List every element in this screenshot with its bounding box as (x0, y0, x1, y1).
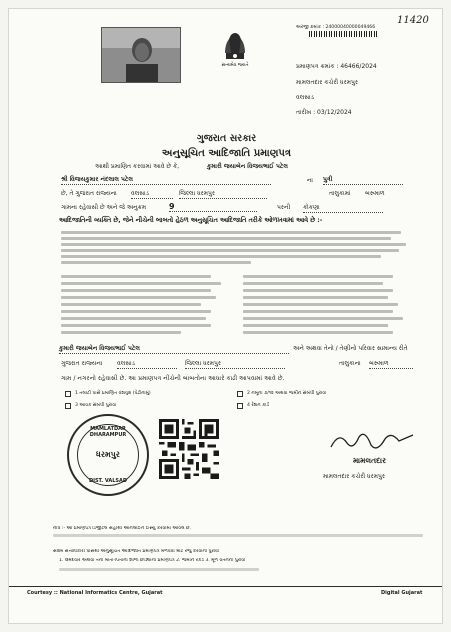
footer-points: 1. ઉમેદવાર અથવા તેના માતા-પિતાના શાળા છોડ્યાના પ્રમાણપત્ર 2. જમીન રેકર્ડ 3. મૂળ વતનના પુરાવા (59, 558, 246, 563)
tribe-label: પરની (277, 204, 291, 211)
certificate-number: પ્રમાણપત્ર ક્રમાંક : 46466/2024 (296, 63, 377, 70)
official-seal (67, 414, 149, 496)
checkbox-2 (237, 391, 243, 397)
barcode-icon (309, 31, 379, 37)
checkbox-3 (65, 403, 71, 409)
footer-divider (9, 586, 442, 587)
serial-prefix: ગામના રહેવાસી છે અને જે અનુક્રમ (61, 204, 147, 211)
relation-value: પુત્રી (323, 176, 403, 185)
residence-village: બરુમાળ (369, 360, 413, 369)
residence-district: વલસાડ (117, 360, 177, 369)
checklist-item-2: 2 નમૂના ૭/૧૨ અથવા જમીન સંબંધી પુરાવા (247, 391, 327, 396)
signature-scribble (327, 427, 417, 455)
applicant-photo (101, 27, 181, 83)
signatory-office: મામલતદાર કચેરી ધરમપુર (323, 473, 385, 480)
issuing-taluka: વલસાડ (296, 94, 314, 101)
note-continuation-line (53, 534, 423, 537)
footer-continuation-line (59, 568, 259, 571)
issuing-office: મામલતદાર કચેરી ધરમપુર (296, 79, 358, 86)
certificate-page (8, 8, 443, 624)
applicant-name: કુમારી જયાબેન વિજયભાઈ પટેલ (207, 163, 288, 170)
legal-references-columns (61, 273, 411, 339)
footer-courtesy: Courtesy :: National Informatics Centre, Gujarat (27, 590, 163, 596)
legal-references-block (61, 229, 411, 269)
application-number: અરજી ક્રમાંક : 24000040000049466 (296, 25, 376, 30)
national-emblem-icon (217, 27, 253, 75)
status-applicant-name: કુમારી જયાબેન વિજયભાઈ પટેલ (59, 345, 289, 354)
checklist-item-3: 3 આવક સંબંધી પુરાવા (75, 403, 117, 408)
checkbox-4 (237, 403, 243, 409)
residence-suffix: ગામ / નગરનો રહેવાસી છે. આ પ્રમાણપત્ર નીચેની બાબતોના આધારે કાઢી આપવામાં આવે છે. (61, 375, 285, 382)
footer-brand: Digital Gujarat (381, 590, 423, 596)
seal-ring-text: MAMLATDAR DHARAMPUR (89, 426, 127, 438)
state-heading: ગુજરાત સરકાર (196, 133, 257, 144)
certificate-title: અનુસૂચિત આદિજાતિ પ્રમાણપત્ર (161, 148, 292, 159)
issue-date: તારીખ : 03/12/2024 (296, 109, 352, 116)
checkbox-1 (65, 391, 71, 397)
certify-prefix: આથી પ્રમાણિત કરવામાં આવે છે કે, (95, 163, 180, 170)
residence-district-label: જિલ્લા ધરમપુર (185, 360, 285, 369)
village-name: બરુમાળ (365, 190, 385, 197)
qr-code-icon (159, 419, 219, 479)
emblem-caption: સત્યમેવ જયતે (221, 63, 249, 68)
taluka-label: તાલુકામાં (329, 190, 351, 197)
relation-label: ના (307, 177, 313, 184)
resident-prefix: છે, તે ગુજરાત રાજ્યના (61, 190, 117, 197)
residence-prefix: ગુજરાત રાજ્યના (61, 360, 103, 367)
checklist-item-4: 4 રેશન કાર્ડ (247, 403, 270, 408)
handwritten-number: 11420 (397, 15, 429, 26)
digital-signature-note: નોંધ :- આ પ્રમાણપત્ર ડિજીટલ સહીથી ઓનલાઈન ઈસ્યુ કરવામાં આવેલ છે. (53, 526, 192, 531)
signatory-designation: મામલતદાર (353, 456, 386, 465)
home-district: વલસાડ (131, 190, 173, 199)
district-label: જિલ્લા ધરમપુર (179, 190, 267, 199)
residence-taluka-label: તાલુકાના (339, 360, 361, 367)
checklist-item-1: 1 તલાટી પાસે પ્રમાણિત વંશવૃક્ષ (પેઢીનામું) (75, 391, 151, 396)
serial-number: 9 (169, 203, 257, 212)
tribe-recognition-text: આદિજાતિની વ્યક્તિ છે, જેને નીચેની બાબતો હેઠળ અનુસૂચિત આદિજાતિ તરીકે ઓળખવામાં આવે છે :- (59, 217, 323, 224)
footer-intro: સક્ષમ સત્તાધિકારી પાસેથી અનુસૂચિત આદિજાતિ પ્રમાણપત્ર મેળવવા માટે રજુ કરવાના પુરાવા (53, 549, 219, 554)
status-suffix: અને અથવા તેનો / તેણીનો પરિવાર સામાન્ય રીતે (293, 345, 408, 352)
father-name: શ્રી વિજયકુમાર નંદલાલ પટેલ (61, 176, 271, 185)
tribe-name: કોકણા (303, 204, 383, 213)
seal-center-text: ધરમપુર (96, 450, 120, 459)
seal-district-text: DIST. VALSAD (88, 478, 128, 484)
